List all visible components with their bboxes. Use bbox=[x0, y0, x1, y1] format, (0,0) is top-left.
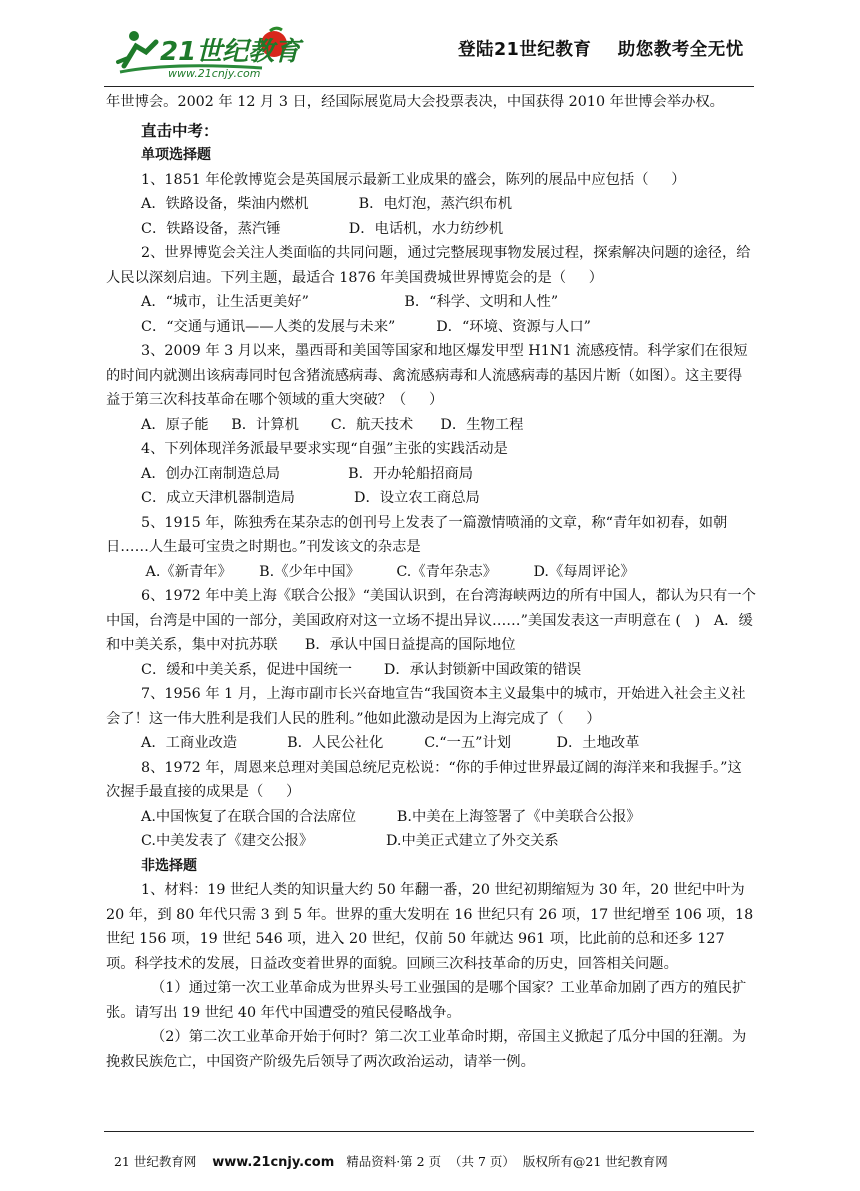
text-line: C．“交通与通讯——人类的发展与未来” D．“环境、资源与人口” bbox=[141, 318, 591, 335]
text-line: A．原子能 B．计算机 C．航天技术 D．生物工程 bbox=[141, 416, 524, 433]
document-body bbox=[106, 90, 756, 1074]
text-line: 6、1972 年中美上海《联合公报》“美国认识到，在台湾海峡两边的所有中国人，都认为只有一个中国，台湾是中国的一部分，美国政府对这一立场不提出异议……”美国发表这一声明意在 ( ) A．缓和中美关系，集中对抗苏联 B．承认中国日益提高的国际地位 bbox=[106, 588, 756, 653]
text-line: 1、1851 年伦敦博览会是英国展示最新工业成果的盛会，陈列的展品中应包括（ ） bbox=[141, 171, 686, 188]
text-line: A．创办江南制造总局 B．开办轮船招商局 bbox=[141, 465, 474, 482]
text-line: 7、1956 年 1 月，上海市副市长兴奋地宣告“我国资本主义最集中的城市，开始进入社会主义社会了！这一伟大胜利是我们人民的胜利。”他如此激动是因为上海完成了（ ） bbox=[106, 686, 746, 727]
text-line: C．成立天津机器制造局 D．设立农工商总局 bbox=[141, 490, 480, 506]
text-line: A．“城市，让生活更美好” B．“科学、文明和人性” bbox=[141, 294, 559, 310]
text-line: C.中美发表了《建交公报》 D.中美正式建立了外交关系 bbox=[141, 833, 559, 849]
footer-rule bbox=[104, 1131, 754, 1132]
text-line: 4、下列体现洋务派最早要求实现“自强”主张的实践活动是 bbox=[141, 441, 508, 457]
text-line: 5、1915 年，陈独秀在某杂志的创刊号上发表了一篇激情喷涌的文章，称“青年如初春，如朝日……人生最可宝贵之时期也。”刊发该文的杂志是 bbox=[106, 514, 728, 555]
logo bbox=[112, 22, 312, 82]
header-rule bbox=[104, 86, 754, 87]
text-line: 3、2009 年 3 月以来，墨西哥和美国等国家和地区爆发甲型 H1N1 流感疫情。科学家们在很短的时间内就测出该病毒同时包含猪流感病毒、禽流感病毒和人流感病毒的基因片断（如图）。这主要得益于第三次科技革命在哪个领域的重大突破？（ ） bbox=[106, 343, 748, 408]
text-line: A.《新青年》 B.《少年中国》 C.《青年杂志》 D.《每周评论》 bbox=[141, 563, 635, 580]
logo-runner-icon bbox=[112, 22, 312, 82]
text-line: C．铁路设备，蒸汽锤 D．电话机，水力纺纱机 bbox=[141, 220, 504, 237]
logo-url: www.21cnjy.com bbox=[168, 67, 261, 80]
text-line: 非选择题 bbox=[141, 857, 197, 874]
text-line: A．工商业改造 B．人民公社化 C.“一五”计划 D．土地改革 bbox=[141, 735, 640, 751]
text-line: 2、世界博览会关注人类面临的共同问题，通过完整展现事物发展过程，探索解决问题的途径，给人民以深刻启迪。下列主题，最适合 1876 年美国费城世界博览会的是（ ） bbox=[106, 245, 751, 286]
text-line: 单项选择题 bbox=[141, 147, 211, 163]
text-line: C．缓和中美关系，促进中国统一 D．承认封锁新中国政策的错误 bbox=[141, 661, 582, 678]
text-line: 年世博会。2002 年 12 月 3 日，经国际展览局大会投票表决，中国获得 2010 年世博会举办权。 bbox=[106, 94, 724, 110]
footer-site: 21 世纪教育网 bbox=[113, 1154, 213, 1169]
text-line: A．铁路设备，柴油内燃机 B．电灯泡，蒸汽织布机 bbox=[141, 196, 513, 212]
header-slogan: 登陆21世纪教育 助您教考全无忧 bbox=[458, 40, 744, 60]
footer bbox=[106, 1137, 668, 1170]
text-line: 直击中考： bbox=[141, 121, 219, 140]
footer-page-info: 精品资料·第 2 页 （共 7 页） 版权所有@21 世纪教育网 bbox=[334, 1154, 668, 1169]
text-line: （1）通过第一次工业革命成为世界头号工业强国的是哪个国家？工业革命加剧了西方的殖民扩张。请写出 19 世纪 40 年代中国遭受的殖民侵略战争。 bbox=[106, 980, 747, 1021]
footer-url: www.21cnjy.com bbox=[212, 1155, 335, 1170]
text-line: 1、材料：19 世纪人类的知识量大约 50 年翻一番，20 世纪初期缩短为 30 年，20 世纪中叶为 20 年，到 80 年代只需 3 到 5 年。世界的重大发明在 16 世纪只有 26 项，17 世纪增至 106 项，18 世纪 156 项，19 世纪 546 项，进入 20 世纪，仅前 50 年就达 961 项，比此前的总和还多 127 项。科学技术的发展，日益改变着世界的面貌。回顾三次科技革命的历史，回答相关问题。 bbox=[106, 882, 758, 972]
text-line: （2）第二次工业革命开始于何时？第二次工业革命时期，帝国主义掀起了瓜分中国的狂潮。为挽救民族危亡，中国资产阶级先后领导了两次政治运动，请举一例。 bbox=[106, 1029, 747, 1070]
text-line: 8、1972 年，周恩来总理对美国总统尼克松说：“你的手伸过世界最辽阔的海洋来和我握手。”这次握手最直接的成果是（ ） bbox=[106, 759, 742, 800]
text-line: A.中国恢复了在联合国的合法席位 B.中美在上海签署了《中美联合公报》 bbox=[141, 808, 641, 825]
logo-text: 21世纪教育 bbox=[160, 37, 301, 67]
